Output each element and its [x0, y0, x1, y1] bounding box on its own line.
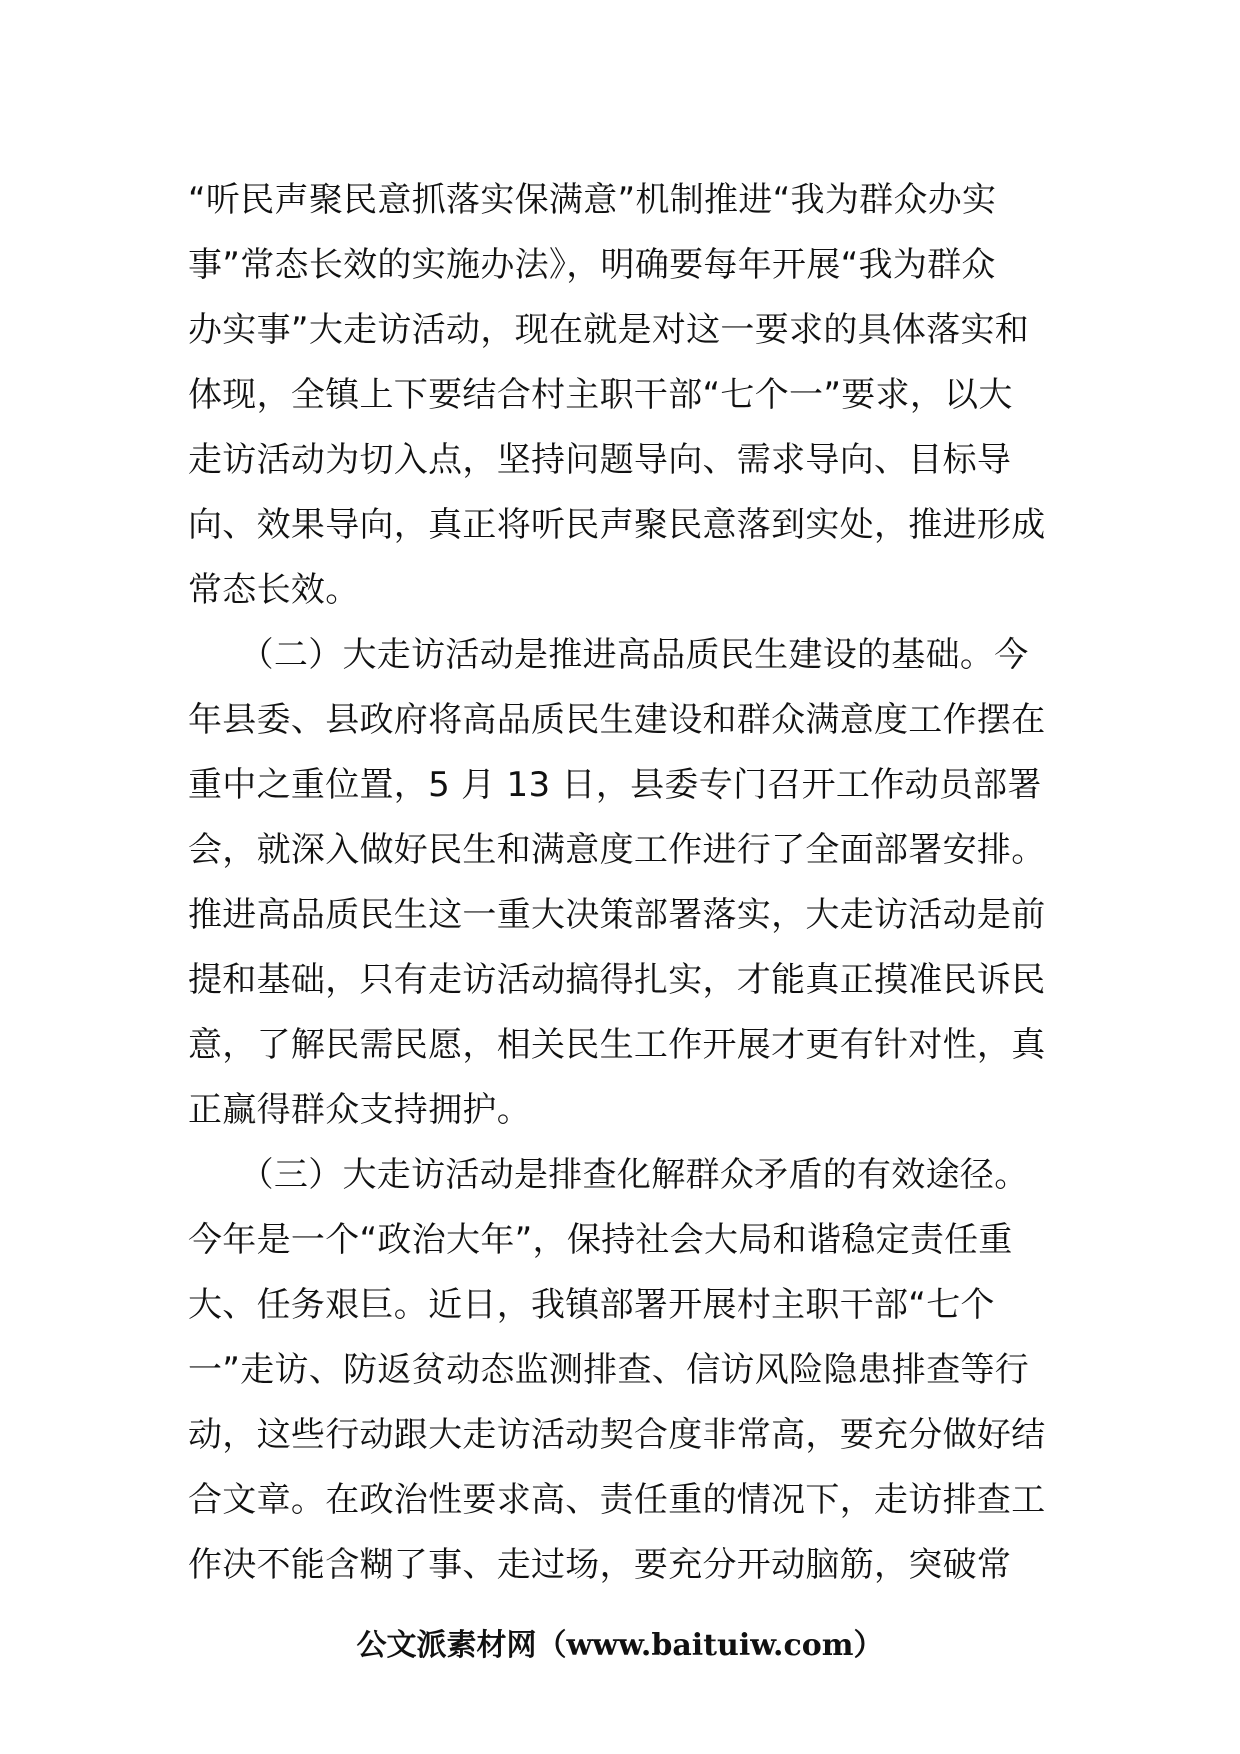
text-line: 大、任务艰巨。近日，我镇部署开展村主职干部“七个: [188, 1285, 995, 1325]
body-text: [188, 168, 1058, 1598]
section-heading-line: （二）大走访活动是推进高品质民生建设的基础。今: [188, 635, 1029, 675]
text-line: 推进高品质民生这一重大决策部署落实，大走访活动是前: [188, 895, 1046, 935]
text-line: 体现，全镇上下要结合村主职干部“七个一”要求，以大: [188, 375, 1013, 415]
text-line: 合文章。在政治性要求高、责任重的情况下，走访排查工: [188, 1480, 1046, 1520]
section-heading-line: （三）大走访活动是排查化解群众矛盾的有效途径。: [188, 1155, 1029, 1195]
text-line: 意，了解民需民愿，相关民生工作开展才更有针对性，真: [188, 1025, 1046, 1065]
text-line: 动，这些行动跟大走访活动契合度非常高，要充分做好结: [188, 1415, 1046, 1455]
text-line: 会，就深入做好民生和满意度工作进行了全面部署安排。: [188, 830, 1046, 870]
text-line: 走访活动为切入点，坚持问题导向、需求导向、目标导: [188, 440, 1012, 480]
text-line: 常态长效。: [188, 570, 360, 610]
text-line: 一”走访、防返贫动态监测排查、信访风险隐患排查等行: [188, 1350, 1030, 1390]
watermark-footer: 公文派素材网（www.baituiw.com）: [356, 1628, 884, 1663]
text-line: 今年是一个“政治大年”，保持社会大局和谐稳定责任重: [188, 1220, 1013, 1260]
text-line: 年县委、县政府将高品质民生建设和群众满意度工作摆在: [188, 700, 1046, 740]
text-line: 提和基础，只有走访活动搞得扎实，才能真正摸准民诉民: [188, 960, 1046, 1000]
text-line: 重中之重位置，5 月 13 日，县委专门召开工作动员部署: [188, 765, 1042, 805]
text-line: “听民声聚民意抓落实保满意”机制推进“我为群众办实: [188, 180, 997, 220]
text-line: 正赢得群众支持拥护。: [188, 1090, 531, 1130]
text-line: 作决不能含糊了事、走过场，要充分开动脑筋，突破常: [188, 1545, 1012, 1585]
text-line: 办实事”大走访活动，现在就是对这一要求的具体落实和: [188, 310, 1030, 350]
text-line: 事”常态长效的实施办法》，明确要每年开展“我为群众: [188, 245, 996, 285]
text-line: 向、效果导向，真正将听民声聚民意落到实处，推进形成: [188, 505, 1046, 545]
